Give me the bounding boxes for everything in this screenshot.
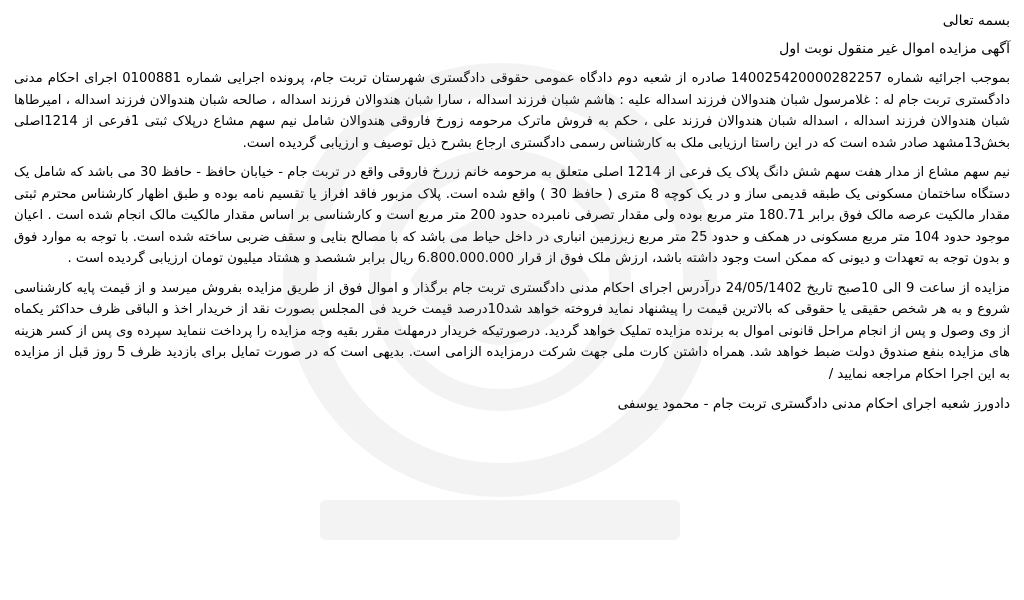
property-description-paragraph: نیم سهم مشاع از مدار هفت سهم شش دانگ پلاک یک فرعی از 1214 اصلی متعلق به مرحومه خانم زررخ فاروقی واقع در تربت جام - خیابان حافظ - حافظ 30 می باشد که شامل یک دستگاه ساختمان مسکونی یک طبقه قدیمی ساز و در یک کوچه 8 متری ( حافظ 30 ) واقع شده است. پلاک مزبور فاقد افراز یا تقسیم نامه بوده و طبق اظهار کارشناس محترم ثبتی مقدار مالکیت عرصه مالک فوق برابر 180.71 متر مربع بوده ولی مقدار تصرفی نامبرده حدود 200 متر مربع است و کارشناسی بر اساس مقدار مالکیت مالک انجام شده است . اعیان موجود حدود 104 متر مربع مسکونی در همکف و حدود 25 متر مربع زیرزمین انباری در داخل حیاط می باشد که با مصالح بنایی و سقف ضربی ساخته شده است. با توجه به موارد فوق و بدون توجه به تعهدات و دیونی که ممکن است وجود داشته باشد، ارزش ملک فوق از قرار 6.800.000.000 ریال برابر ششصد و هشتاد میلیون تومان ارزیابی گردیده است .	[14, 165, 1011, 266]
basmala-heading: بسمه تعالی	[942, 13, 1010, 29]
signature-line: دادورز شعبه اجرای احکام مدنی دادگستری تربت جام - محمود یوسفی	[617, 396, 1010, 412]
execution-order-paragraph: بموجب اجرائیه شماره 140025420000282257 صادره از شعبه دوم دادگاه عمومی حقوقی دادگستری شهرستان تربت جام، پرونده اجرایی شماره 0100881 اجرای احکام مدنی دادگستری تربت جام له : غلامرسول شبان هندوالان فرزند اسداله علیه : هاشم شبان فرزند اسداله ، سارا شبان هندوالان فرزند اسداله ، صالحه شبان هندوالان فرزند اسداله ، امیرطاها شبان هندوالان فرزند اسداله ، اسداله شبان هندوالان فرزند علی ، حکم به فروش ماترک مرحومه زورخ فاروقی هندوالان شامل نیم سهم مشاع درپلاک ثبتی 1فرعی از 1214اصلی بخش13مشهد صادر شده است که در این راستا ارزیابی ملک به کارشناس رسمی دادگستری ارجاع بشرح ذیل توصیف و ارزیابی گردیده است.	[14, 71, 1010, 151]
auction-terms-paragraph: مزایده از ساعت 9 الی 10صبح تاریخ 24/05/1402 درآدرس اجرای احکام مدنی دادگستری تربت جام برگذار و اموال فوق از طریق مزایده بفروش میرسد و از قیمت پایه کارشناسی شروع و به هر شخص حقیقی یا حقوقی که بالاترین قیمت را پیشنهاد نماید فروخته خواهد شد10درصد قیمت خرید فی المجلس بصورت نقد از خریدار اخذ و الباقی ظرف حداکثر یکماه از وی وصول و پس از انجام مراحل قانونی اموال به برنده مزایده تملیک خواهد گردید. درصورتیکه خریدار درمهلت مقرر بقیه وجه مزایده را پرداخت ننماید سپرده وی پس از کسر هزینه های مزایده بنفع صندوق دولت ضبط خواهد شد. همراه داشتن کارت ملی جهت شرکت درمزایده الزامی است. بدیهی است که در صورت تمایل برای بازدید ظرف 5 روز قبل از مزایده به این اجرا احکام مراجعه نمایید /	[14, 280, 1010, 382]
notice-title: آگهی مزایده اموال غیر منقول نوبت اول	[779, 41, 1010, 57]
